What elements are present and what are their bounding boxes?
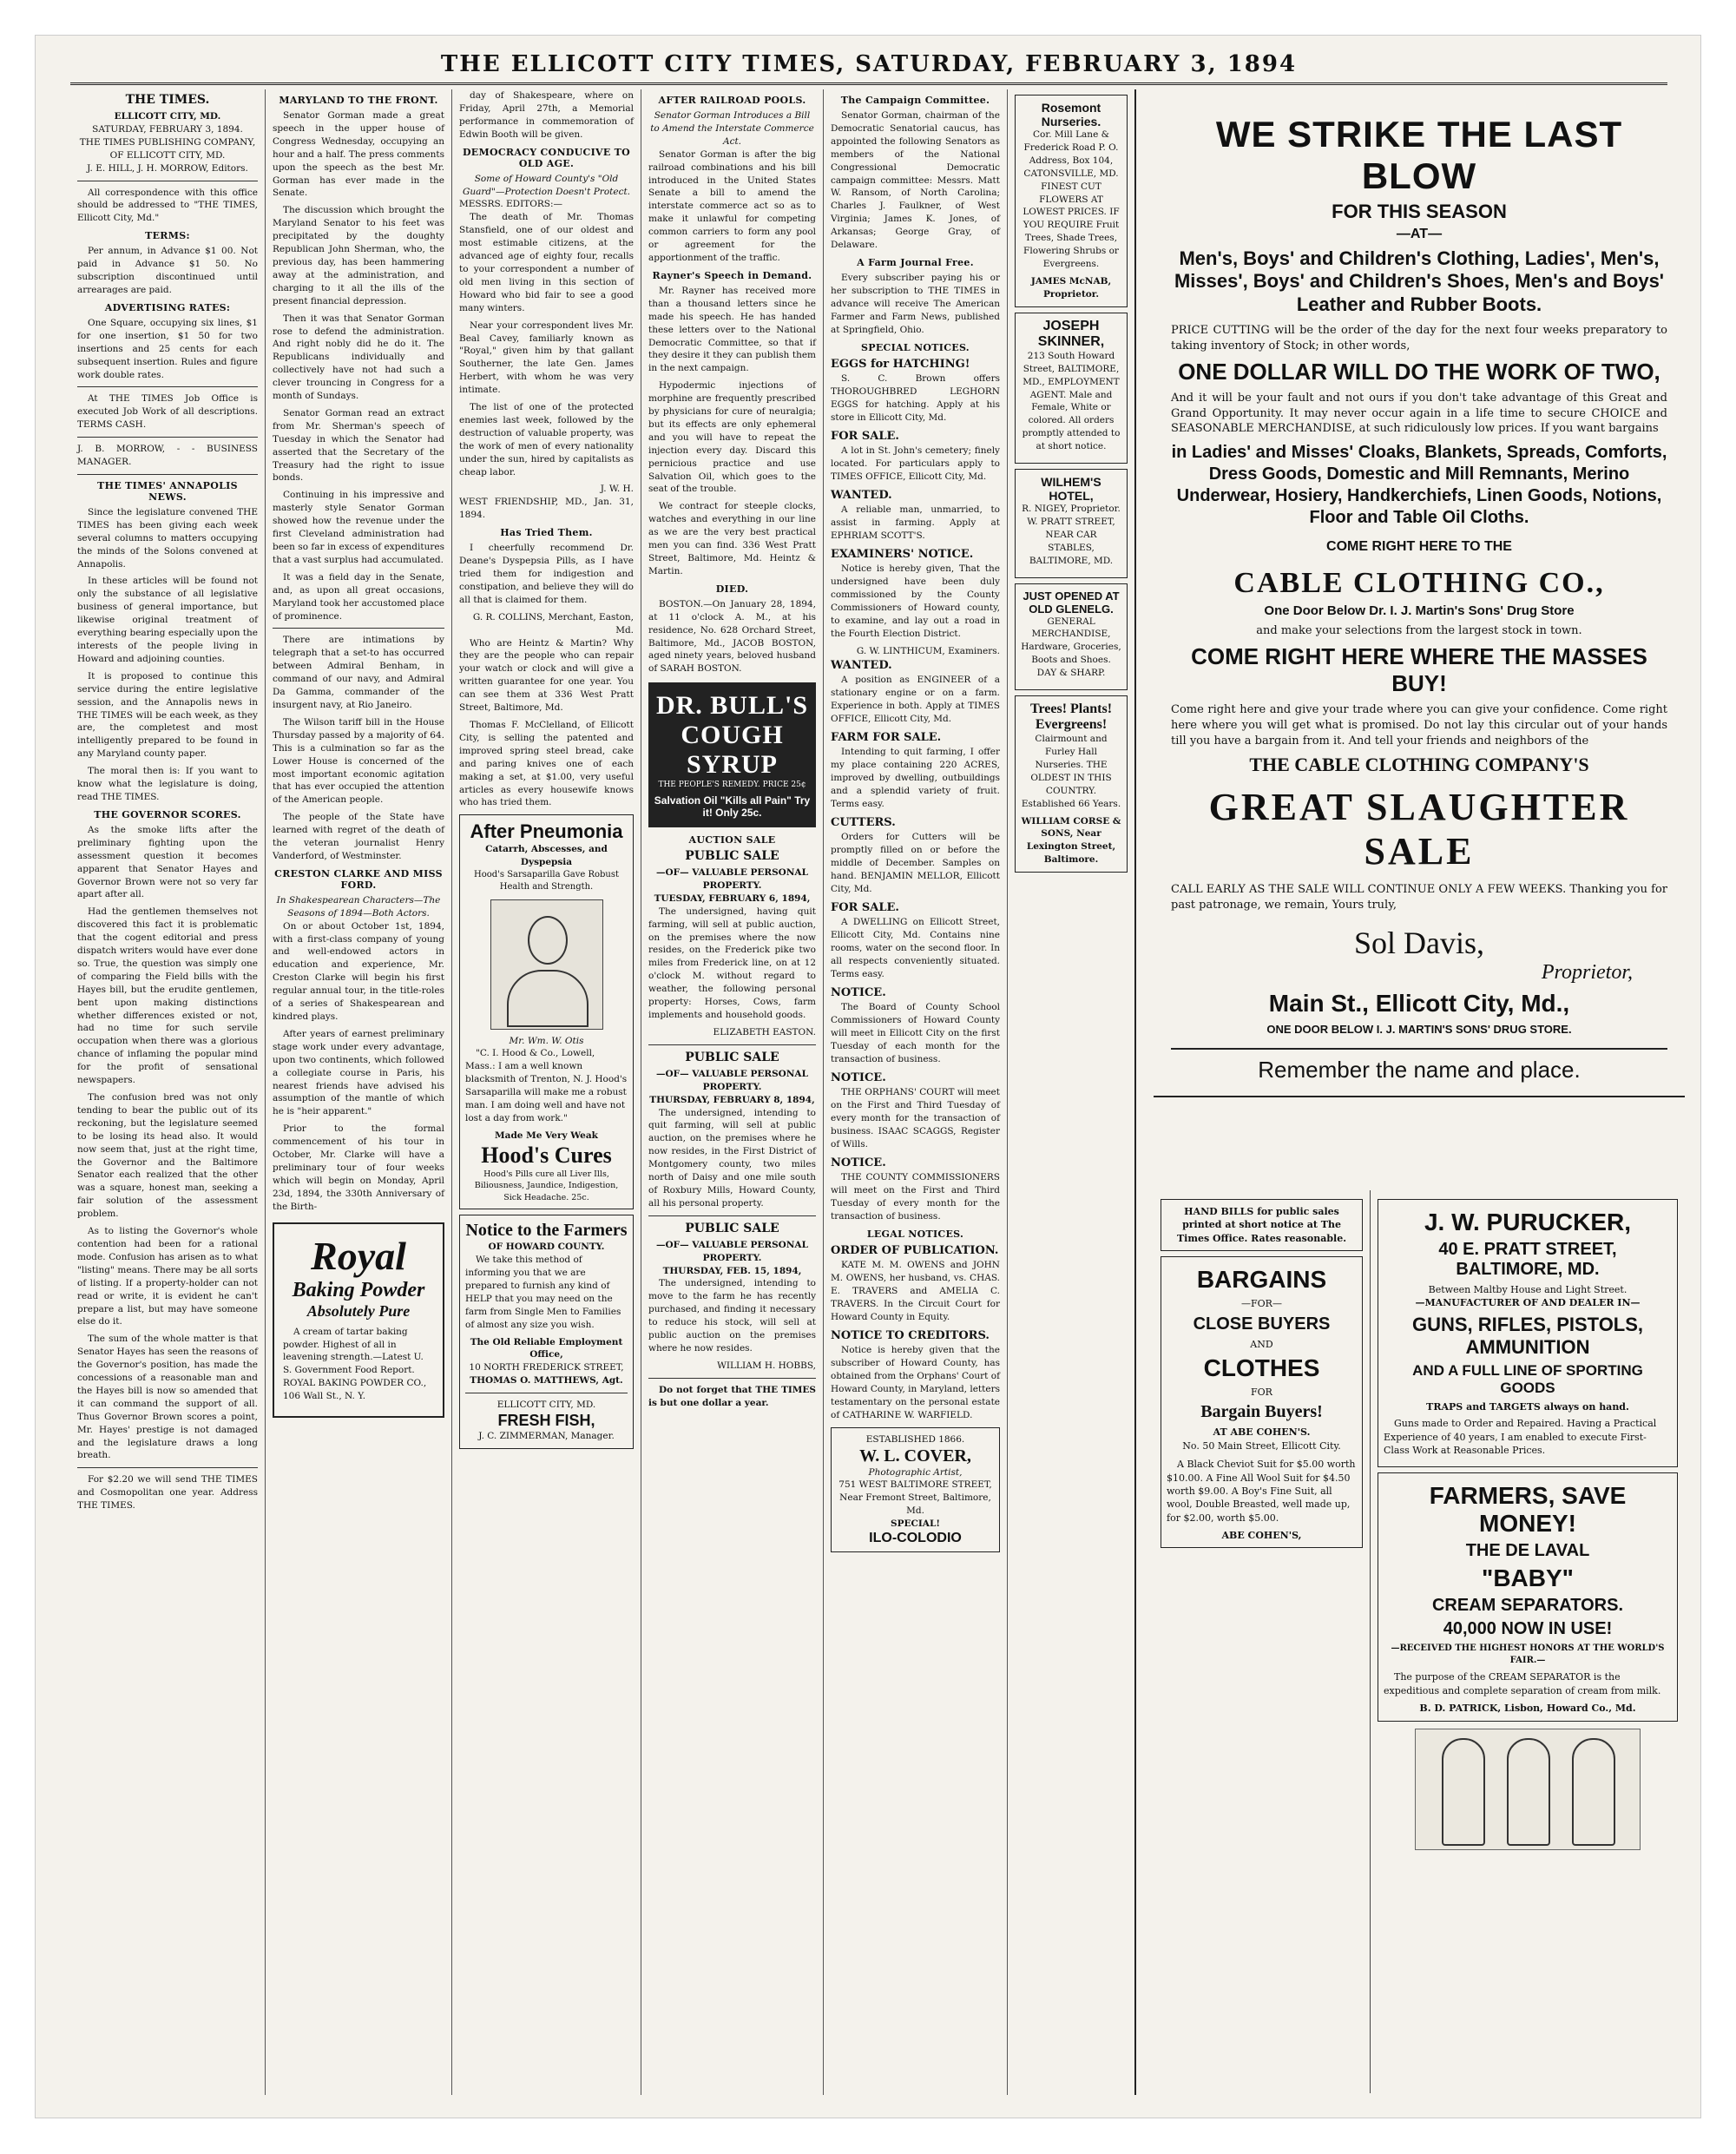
purucker-sporting: AND A FULL LINE OF SPORTING GOODS: [1412, 1361, 1643, 1396]
handbills-ad: [1161, 1199, 1363, 1251]
farmers-notice-ad: [459, 1215, 634, 1449]
subscription-reminder: Do not forget that THE TIMES is but one dollar a year.: [648, 1384, 816, 1408]
sale-signature: ELIZABETH EASTON.: [713, 1026, 816, 1037]
article-paragraph: The Wilson tariff bill in the House Thursday passed by a majority of 64. This is a culmination so far as the Lower House is concerned of the most important economic agitation that has ever occupied the attention of the American people.: [273, 716, 444, 806]
bargains-headline: BARGAINS: [1196, 1266, 1327, 1294]
correspondence-notice: All correspondence with this office should be addressed to "THE TIMES, Ellicott City, Md.": [77, 187, 258, 224]
ad-text: Cor. Mill Lane & Frederick Road P. O. Address, Box 104, CATONSVILLE, MD. FINEST CUT FLOWERS AT LOWEST PRICES. IF YOU REQUIRE Fruit Trees, Shade Trees, Flowering Shrubs or Evergreens.: [1023, 129, 1120, 270]
sale-heading: PUBLIC SALE: [685, 1221, 779, 1235]
notice-heading: WANTED.: [831, 488, 892, 502]
ad-subheadline: Catarrh, Abscesses, and Dyspepsia: [485, 844, 608, 868]
notice-heading: NOTICE.: [831, 1070, 886, 1084]
column-2: [266, 89, 452, 2095]
notice-text: A reliable man, unmarried, to assist in farming. Apply at EPHRIAM SCOTT'S.: [831, 504, 1000, 542]
masthead: THE ELLICOTT CITY TIMES, SATURDAY, FEBRUARY 3, 1894: [70, 51, 1667, 85]
notice-text: Intending to quit farming, I offer my place containing 220 ACRES, improved by dwelling, outbuildings and a splendid variety of fruit. Terms easy.: [831, 747, 1000, 809]
ad-text: CALL EARLY AS THE SALE WILL CONTINUE ONLY A FEW WEEKS. Thanking you for past patronage, we remain, Yours truly,: [1171, 883, 1667, 912]
column-3: [452, 89, 641, 2095]
ad-dollar-line: ONE DOLLAR WILL DO THE WORK OF TWO,: [1178, 359, 1660, 385]
divider: [77, 1467, 258, 1468]
terms-text: Per annum, in Advance $1 00. Not paid in Advance $1 50. No subscription discontinued until arrearages are paid.: [77, 246, 258, 295]
photographer-ad: [831, 1427, 1000, 1552]
farmers-count: 40,000 NOW IN USE!: [1443, 1619, 1613, 1639]
article-paragraph: I cheerfully recommend Dr. Deane's Dyspepsia Pills, as I have tried them for indigestion and constipation, and believe they will do all that is claimed for them.: [459, 543, 634, 605]
notice-text: A position as ENGINEER of a stationary engine or on a farm. Experience in both. Apply at TIMES OFFICE, Ellicott City, Md.: [831, 675, 1000, 724]
ad-address: 751 WEST BALTIMORE STREET, Near Fremont Street, Baltimore, Md.: [838, 1479, 992, 1517]
ad-text: 213 South Howard Street, BALTIMORE, MD., EMPLOYMENT AGENT. Male and Female, White or colored. All orders promptly attended to at short notice.: [1022, 350, 1121, 452]
ad-text: Come right here and give your trade where you can give your confidence. Come right here where you will get what is promised. Do not lay this circular out of your hands till you have a bargain from it. And tell your friends and neighbors of the: [1171, 703, 1667, 748]
royal-baking-powder-ad: [273, 1222, 444, 1418]
ad-headline: After Pneumonia: [470, 820, 623, 843]
sale-text: The undersigned, intending to quit farming, will sell at public auction, on the premises where he now resides, in the First District of Montgomery county, two miles north of Daisy and one mile south of Roxbury Mills, Howard County, all his personal property.: [648, 1107, 816, 1209]
notice-heading: WANTED.: [831, 658, 892, 672]
ad-remember: Remember the name and place.: [1171, 1048, 1667, 1084]
notice-heading: NOTICE TO CREDITORS.: [831, 1328, 990, 1342]
office-agent: THOMAS O. MATTHEWS, Agt.: [470, 1375, 623, 1387]
article-paragraph: Senator Gorman, chairman of the Democratic Senatorial caucus, has appointed the following Senators as members of the National Congressional Democratic campaign committee: Messrs. Matt W. Ransom, of North Carolina; Charles J. Faulkner, of West Virginia; James K. Jones, of Arkansas; George Gray, of Delaware.: [831, 110, 1000, 251]
ad-text: R. NIGEY, Proprietor. W. PRATT STREET, NEAR CAR STABLES, BALTIMORE, MD.: [1022, 504, 1121, 566]
portrait-illustration: [490, 899, 603, 1030]
ad-categories: Men's, Boys' and Children's Clothing, Ladies', Men's, Misses', Boys' and Children's Shoes, Men's and Boys' Leather and Rubber Boots.: [1174, 247, 1665, 315]
sale-date: TUESDAY, FEBRUARY 6, 1894,: [654, 893, 811, 904]
royal-logo: Royal: [311, 1233, 406, 1278]
ad-text: Clairmount and Furley Hall Nurseries. THE OLDEST IN THIS COUNTRY. Established 66 Years.: [1021, 734, 1121, 809]
notice-heading: EGGS for HATCHING!: [831, 357, 970, 371]
article-paragraph: The confusion bred was not only tending to bear the public out of its reckoning, but the legislature seemed to be losing its head also. It would now seem that, just at the right time, the Governor and the Baltimore Senator each realized that the other was a square, honest man, seeking a fair solution of the assessment problem.: [77, 1092, 258, 1220]
ad-wares: in Ladies' and Misses' Cloaks, Blankets, Spreads, Comforts, Dress Goods, Domestic and Mill Remnants, Merino Underwear, Hosiery, Handkerchiefs, Linen Goods, Notions, Floor and Table Oil Cloths.: [1171, 442, 1667, 527]
farmers-award: —RECEIVED THE HIGHEST HONORS AT THE WORLD'S FAIR.—: [1391, 1643, 1665, 1666]
ad-subheadline-2: Hood's Sarsaparilla Gave Robust Health and Strength.: [473, 870, 620, 893]
article-paragraph: The sum of the whole matter is that Senator Hayes has seen the reasons of the Governor's position, has made the concessions of a reasonable man and the Hayes bill is now so amended that it can command the support of all. Thus Governor Brown scores a point, Mr. Hayes' prestige is not damaged and the legislature draws a long breath.: [77, 1334, 258, 1461]
notice-text: Orders for Cutters will be promptly filled on or before the middle of December. Samples on hand. BENJAMIN MELLOR, Ellicott City, Md.: [831, 832, 1000, 894]
purucker-traps: TRAPS and TARGETS always on hand.: [1426, 1400, 1629, 1413]
column-5: [824, 89, 1008, 2095]
ad-company: THE CABLE CLOTHING COMPANY'S: [1249, 754, 1589, 776]
office-name: The Old Reliable Employment Office,: [470, 1336, 623, 1360]
notice-text: Notice is hereby given, That the undersigned have been duly commissioned by the County Commissioners of Howard county, to examine, and lay out a road in the Fourth Election District.: [831, 563, 1000, 639]
notice-heading: FOR SALE.: [831, 429, 899, 443]
notice-signature: G. W. LINTHICUM, Examiners.: [856, 645, 1000, 656]
farmers-subheadline: THE DE LAVAL: [1465, 1541, 1590, 1561]
article-paragraph: Mr. Rayner has received more than a thousand letters since he made his speech. He has handed these letters over to the National Democratic Committee, so that if they desire it they can publish them in the next campaign.: [648, 285, 816, 374]
ad-product: ILO-COLODIO: [869, 1531, 962, 1546]
article-paragraph: Thomas F. McClelland, of Ellicott City, is selling the patented and improved spring steel bread, cake and paring knives one of each making a set, at $1.00, very useful articles as every housewife knows who has tried them.: [459, 719, 634, 808]
obituary: BOSTON.—On January 28, 1894, at 11 o'clock A. M., at his residence, No. 628 Orchard Street, Baltimore, Md., JACOB BOSTON, aged ninety years, beloved husband of SARAH BOSTON.: [648, 598, 816, 675]
notice-heading: ORDER OF PUBLICATION.: [831, 1243, 999, 1257]
article-heading: CRESTON CLARKE AND MISS FORD.: [274, 867, 443, 891]
article-subheading: Senator Gorman Introduces a Bill to Amend the Interstate Commerce Act.: [650, 110, 814, 147]
advertising-heading: ADVERTISING RATES:: [104, 301, 231, 313]
sale-text: The undersigned, intending to move to the farm he has recently purchased, and finding it necessary to reduce his stock, will sell at public auction on the premises where he now resides.: [648, 1278, 816, 1354]
publisher: THE TIMES PUBLISHING COMPANY, OF ELLICOTT CITY, MD.: [79, 136, 256, 161]
notice-subheadline: OF HOWARD COUNTY.: [488, 1242, 605, 1253]
advertisement-area: [1154, 89, 1685, 2095]
article-paragraph: Since the legislature convened THE TIMES has been giving each week several columns to matters occupying the minds of the Solons convened at Annapolis.: [77, 506, 258, 570]
wilhems-hotel-ad: [1015, 469, 1128, 578]
divider: [77, 386, 258, 387]
ad-text: "C. I. Hood & Co., Lowell, Mass.: I am a well known blacksmith of Trenton, N. J. Hood's Sarsaparilla will make me a robust man. I am doing well and have not lost a day from work.": [465, 1048, 628, 1123]
article-paragraph: We contract for steeple clocks, watches and everything in our line as we are the very best practical men you can find. 336 West Pratt Street, Baltimore, Md. Heintz & Martin.: [648, 501, 816, 576]
sale-date: THURSDAY, FEB. 15, 1894,: [662, 1265, 802, 1276]
bargains-clothes: CLOTHES: [1203, 1354, 1320, 1381]
article-paragraph: The discussion which brought the Maryland Senator to his feet was precipitated by the doughty Republican John Sherman, who, the previous day, has been hammering away at the administration, and charging to it all the ills of the present financial depression.: [273, 205, 444, 306]
paper-name: THE TIMES.: [125, 93, 210, 107]
notice-heading: FOR SALE.: [831, 900, 899, 914]
ad-come-here: COME RIGHT HERE TO THE: [1326, 538, 1512, 554]
article-heading: DEMOCRACY CONDUCIVE TO OLD AGE.: [462, 146, 631, 169]
bargains-store: AT ABE COHEN'S.: [1213, 1426, 1311, 1439]
ad-store-location: One Door Below Dr. I. J. Martin's Sons' Drug Store: [1264, 603, 1575, 618]
legal-notices-heading: LEGAL NOTICES.: [866, 1228, 964, 1240]
purucker-location: Between Maltby House and Light Street.: [1428, 1284, 1628, 1295]
figure-3: [1572, 1738, 1615, 1846]
divider: [648, 1378, 816, 1379]
notice-text: Notice is hereby given that the subscriber of Howard County, has obtained from the Orphans' Court of Howard County, in Maryland, letters testamentary on the personal estate of CATHARINE W. WARFIELD.: [831, 1345, 1000, 1420]
notice-heading: NOTICE.: [831, 985, 886, 999]
notice-text: A DWELLING on Ellicott Street, Ellicott City, Md. Contains nine rooms, water on the second floor. In all respects conveniently situated. Terms easy.: [831, 917, 1000, 979]
letter-dateline: WEST FRIENDSHIP, MD., Jan. 31, 1894.: [459, 497, 634, 521]
article-paragraph: As the smoke lifts after the preliminary fighting upon the assessment question it becomes apparent that Senator Hayes and Governor Brown were not so very far apart after all.: [77, 824, 258, 900]
divider: [648, 1044, 816, 1045]
ad-title: WILHEM'S HOTEL,: [1041, 475, 1101, 504]
lower-right-ads: [1371, 1190, 1685, 2093]
article-paragraph: Had the gentlemen themselves not discovered this fact it is problematic that the cogent editorial and press dispatch writers would have ever done so. True, the question was simply one of comparing the Field bills with the Hayes bill, but the erudite gentlemen, bent upon making distinctions whether differences existed or not, had no time for such servile occupation when there was a glorious chance of inflaming the popular mind for the profit of sensational newspapers.: [77, 906, 258, 1086]
bargains-text: A Black Cheviot Suit for $5.00 worth $10.00. A Fine All Wool Suit for $4.50 worth $9.00. A Boy's Fine Suit, all wool, Double Breasted, well made up, for $2.00, worth $5.00.: [1167, 1459, 1356, 1524]
article-paragraph: It is proposed to continue this service during the entire legislative session, and the Annapolis news in THE TIMES will be each week, as they are, the completest and most intelligently prepared to be found in any Maryland county paper.: [77, 670, 258, 760]
auction-heading: AUCTION SALE: [688, 834, 776, 846]
farmers-signature: B. D. PATRICK, Lisbon, Howard Co., Md.: [1419, 1703, 1636, 1715]
cough-syrup-ad: [648, 682, 816, 827]
cable-clothing-ad: [1154, 89, 1685, 1097]
ad-address: Main St., Ellicott City, Md.,: [1268, 990, 1570, 1018]
article-paragraph: Every subscriber paying his or her subscription to THE TIMES in advance will receive The American Farmer and Farm News, published at Springfield, Ohio.: [831, 272, 1000, 335]
purucker-guns: GUNS, RIFLES, PISTOLS, AMMUNITION: [1411, 1313, 1644, 1358]
letter-signature: J. W. H.: [600, 484, 634, 495]
ad-at: —AT—: [1396, 227, 1443, 241]
sale-subheading: —OF— VALUABLE PERSONAL PROPERTY.: [656, 1068, 808, 1092]
ad-title: JOSEPH SKINNER,: [1037, 318, 1105, 349]
cough-product: COUGH SYRUP: [681, 721, 784, 780]
subscription-offer: For $2.20 we will send THE TIMES and Cosmopolitan one year. Address THE TIMES.: [77, 1474, 258, 1512]
article-heading: MARYLAND TO THE FRONT.: [279, 95, 438, 106]
article-heading: AFTER RAILROAD POOLS.: [658, 95, 806, 106]
bargains-ad: [1161, 1256, 1363, 1548]
notice-text: THE COUNTY COMMISSIONERS will meet on the First and Third Tuesday of every month for the transaction of business.: [831, 1172, 1000, 1222]
portrait-caption: Mr. Wm. W. Otis: [509, 1035, 584, 1046]
ad-profession: Photographic Artist,: [868, 1466, 963, 1478]
letter-salutation: MESSRS. EDITORS:—: [459, 199, 562, 210]
office-address: 10 NORTH FREDERICK STREET,: [469, 1362, 624, 1373]
ad-special: SPECIAL!: [891, 1518, 940, 1530]
ad-cures: Hood's Cures: [481, 1142, 612, 1168]
job-office-notice: At THE TIMES Job Office is executed Job Work of all descriptions. TERMS CASH.: [77, 393, 258, 431]
farmers-headline: FARMERS, SAVE MONEY!: [1429, 1482, 1627, 1538]
fish-manager: J. C. ZIMMERMAN, Manager.: [478, 1431, 615, 1442]
sale-heading: PUBLIC SALE: [685, 849, 779, 864]
handbills-text: HAND BILLS for public sales printed at short notice at The Times Office. Rates reasonable.: [1176, 1206, 1347, 1244]
article-paragraph: The list of one of the protected enemies last week, followed by the destruction of valuable property, was the work of men of every nationality under the sun, hired by capitalists as cheap labor.: [459, 402, 634, 478]
notice-text: THE ORPHANS' COURT will meet on the First and Third Tuesday of every month for the transaction of business. ISAAC SCAGGS, Register of Wills.: [831, 1087, 1000, 1149]
ad-masses-line: COME RIGHT HERE WHERE THE MASSES BUY!: [1191, 643, 1647, 697]
salvation-oil: Salvation Oil "Kills all Pain" Try it! Only 25c.: [654, 794, 811, 820]
article-paragraph: The death of Mr. Thomas Stansfield, one of our oldest and most estimable citizens, at the advanced age of eighty four, recalls to your correspondent a number of old men living in this section of Howard who bid fair to see a good many winters.: [459, 212, 634, 313]
issue-date: SATURDAY, FEBRUARY 3, 1894.: [92, 123, 243, 135]
divider: [273, 628, 444, 629]
article-paragraph: After years of earnest preliminary stage work under every advantage, upon two continents, which followed a collegiate course in Paris, his nearest friends have advised his assumption of the mantle of which he is "heir apparent.": [273, 1028, 444, 1117]
purucker-guns-ad: [1378, 1199, 1678, 1467]
article-paragraph: Hypodermic injections of morphine are frequently prescribed by physicians for cure of neuralgia; but its effects are only ephemeral and you will have to repeat the injection every day. Discard this pernicious practice and use Salvation Oil, which goes to the seat of the trouble.: [648, 380, 816, 495]
terms-heading: TERMS:: [145, 230, 190, 242]
article-paragraph: As to listing the Governor's whole contention had been for a rational mode. Confusion has arisen as to what "listing" means. There may be all sorts of listing. If a property-holder can not read or write, it is evident he can't prepare a list, but may have someone else do it.: [77, 1226, 258, 1327]
bargains-signature: ABE COHEN'S,: [1221, 1530, 1302, 1542]
divider: [77, 437, 258, 438]
ad-title: Trees! Plants! Evergreens!: [1029, 702, 1113, 733]
ad-great-sale: GREAT SLAUGHTER SALE: [1208, 786, 1630, 873]
men-in-suits-illustration: [1415, 1729, 1641, 1850]
bargains-address: No. 50 Main Street, Ellicott City.: [1182, 1439, 1341, 1452]
sale-date: THURSDAY, FEBRUARY 8, 1894,: [649, 1094, 815, 1105]
trees-plants-ad: [1015, 695, 1128, 873]
article-paragraph: The people of the State have learned with regret of the death of the veteran journalist Henry Vanderford, of Westminster.: [273, 812, 444, 861]
ad-pills: Hood's Pills cure all Liver Ills, Biliousness, Jaundice, Indigestion, Sick Headache. 25c.: [474, 1169, 619, 1202]
sale-subheading: —OF— VALUABLE PERSONAL PROPERTY.: [656, 1239, 808, 1263]
article-paragraph: Continuing in his impressive and masterly style Senator Gorman showed how the revenue under the first Cleveland administration had been so far in excess of expenditures that a vast surplus had accumulated.: [273, 490, 444, 565]
newspaper-page: [35, 35, 1701, 2118]
hoods-sarsaparilla-ad: [459, 814, 634, 1209]
ad-name: W. L. COVER,: [859, 1446, 971, 1466]
de-laval-separator-ad: [1378, 1472, 1678, 1721]
ad-signature-title: Proprietor,: [1541, 961, 1633, 985]
royal-text: A cream of tartar baking powder. Highest of all in leavening strength.—Latest U. S. Government Food Report. ROYAL BAKING POWDER CO., 106 Wall St., N. Y.: [283, 1326, 427, 1402]
figure-1: [1442, 1738, 1485, 1846]
bargains-for: —FOR—: [1241, 1298, 1282, 1310]
rosemont-nurseries-ad: [1015, 95, 1128, 307]
article-heading: A Farm Journal Free.: [857, 256, 974, 268]
ad-signature: WILLIAM CORSE & SONS, Near Lexington Street, Baltimore.: [1021, 815, 1121, 866]
notice-heading: EXAMINERS' NOTICE.: [831, 547, 974, 561]
ad-store-name: CABLE CLOTHING CO.,: [1233, 566, 1605, 599]
ad-signature: Sol Davis,: [1353, 925, 1484, 961]
sale-signature: WILLIAM H. HOBBS,: [717, 1360, 816, 1371]
article-heading: Has Tried Them.: [500, 527, 593, 539]
bargains-close-buyers: CLOSE BUYERS: [1193, 1314, 1331, 1334]
article-paragraph: Senator Gorman made a great speech in the upper house of Congress Wednesday, occupying an hour and a half. The press comments upon the speech as the best Mr. Gorman has ever made in the Senate.: [273, 110, 444, 199]
lower-left-ads: [1154, 1190, 1371, 2093]
ad-title: Rosemont Nurseries.: [1041, 101, 1101, 128]
divider: [648, 1215, 816, 1216]
farmers-product: CREAM SEPARATORS.: [1431, 1596, 1624, 1616]
divider: [77, 474, 258, 475]
notice-heading: CUTTERS.: [831, 815, 896, 829]
portrait-body: [507, 970, 589, 1027]
farmers-text: The purpose of the CREAM SEPARATOR is the expeditious and complete separation of cream from milk.: [1384, 1671, 1661, 1696]
royal-subtitle: Baking Powder: [292, 1278, 425, 1301]
ad-signature: JAMES McNAB, Proprietor.: [1030, 275, 1112, 300]
notice-text: We take this method of informing you that we are prepared to furnish any kind of HELP that you may need on the farm from Single Men to Families of almost any size you wish.: [465, 1255, 621, 1330]
notice-text: KATE M. M. OWENS and JOHN M. OWENS, her husband, vs. CHAS. E. TRAVERS and AMELIA C. TRAVERS. In the Circuit Court for Howard County in Equity.: [831, 1260, 1000, 1322]
sale-heading: PUBLIC SALE: [685, 1050, 779, 1064]
article-subheading: In Shakespearean Characters—The Seasons of 1894—Both Actors.: [276, 894, 441, 919]
column-1: [70, 89, 266, 2095]
skinner-employment-ad: [1015, 313, 1128, 464]
fish-headline: FRESH FISH,: [497, 1412, 595, 1430]
notice-headline: Notice to the Farmers: [465, 1221, 628, 1241]
notice-text: The Board of County School Commissioners of Howard County will meet in Ellicott City on the first Tuesday of each month for the transaction of business.: [831, 1002, 1000, 1064]
ad-established: ESTABLISHED 1866.: [865, 1433, 965, 1445]
article-paragraph: Who are Heintz & Martin? Why they are the people who can repair your watch or clock and will give a written guarantee for one year. You can see them at 336 West Pratt Street, Baltimore, Md.: [459, 637, 634, 714]
notice-heading: FARM FOR SALE.: [831, 730, 942, 744]
cough-tagline: THE PEOPLE'S REMEDY. PRICE 25¢: [658, 781, 806, 790]
ad-heading: Made Me Very Weak: [495, 1130, 598, 1141]
ad-subheadline: FOR THIS SEASON: [1332, 201, 1507, 222]
ad-headline: WE STRIKE THE LAST BLOW: [1215, 114, 1623, 196]
figure-2: [1507, 1738, 1550, 1846]
sale-text: The undersigned, having quit farming, will sell at public auction, on the premises where the now resides, on the Frederick pike two miles from Frederick line, on at 12 o'clock M. without regard to weather, the following personal property: Horses, Cows, farm implements and household goods.: [648, 906, 816, 1020]
column-4: [641, 89, 824, 2095]
purucker-name: J. W. PURUCKER,: [1424, 1209, 1632, 1235]
bargains-and: AND: [1250, 1338, 1273, 1350]
cough-brand: DR. BULL'S: [655, 691, 809, 721]
notice-text: A lot in St. John's cemetery; finely located. For particulars apply to TIMES OFFICE, Ellicott City, Md.: [831, 445, 1000, 482]
article-paragraph: day of Shakespeare, where on Friday, April 27th, a Memorial performance in commemoration of Edwin Booth will be given.: [459, 90, 634, 140]
column-6: [1008, 89, 1136, 2095]
article-heading: Rayner's Speech in Demand.: [652, 269, 812, 281]
fish-city: ELLICOTT CITY, MD.: [496, 1400, 596, 1411]
glenelg-store-ad: [1015, 583, 1128, 691]
portrait-head: [528, 916, 568, 965]
article-paragraph: It was a field day in the Senate, and, as upon all great occasions, Maryland took her accustomed place of prominence.: [273, 571, 444, 622]
article-paragraph: In these articles will be found not only the substance of all legislative business of general importance, but likewise original treatment of everything bearing especially upon the interests of the people living in Howard and adjoining counties.: [77, 576, 258, 664]
article-paragraph: Then it was that Senator Gorman rose to defend the administration. And right nobly did he do it. The Republicans individually and collectively have not had such a clever trouncing in Congress for a month of Sundays.: [273, 313, 444, 402]
article-heading: THE GOVERNOR SCORES.: [94, 808, 241, 820]
notice-heading: NOTICE.: [831, 1156, 886, 1169]
sale-subheading: —OF— VALUABLE PERSONAL PROPERTY.: [656, 867, 808, 891]
article-paragraph: Senator Gorman read an extract from Mr. Sherman's speech of Tuesday in which the Senator had asserted that the Secretary of the Treasury had the right to issue bonds.: [273, 407, 444, 484]
article-subheading: Some of Howard County's "Old Guard"—Protection Doesn't Protect.: [462, 173, 631, 197]
ad-text: And it will be your fault and not ours if you don't take advantage of this Great and Grand Opportunity. It may never occur again in a life time to secure CHOICE and SEASONABLE MERCHANDISE, at such ridiculously low prices. If you want bargains: [1171, 392, 1667, 436]
article-heading: THE TIMES' ANNAPOLIS NEWS.: [97, 479, 238, 503]
article-heading: The Campaign Committee.: [840, 95, 990, 106]
dateline: ELLICOTT CITY, MD.: [114, 111, 221, 122]
royal-tagline: Absolutely Pure: [306, 1301, 411, 1320]
notice-text: S. C. Brown offers THOROUGHBRED LEGHORN EGGS for hatching. Apply at his store in Ellicott City, Md.: [831, 372, 1000, 423]
article-paragraph: On or about October 1st, 1894, with a first-class company of young and well-endowed actors in education and experience, Mr. Creston Clarke will begin his first regular annual tour, in the title-roles of a series of Shakespearean and kindred plays.: [273, 920, 444, 1022]
article-paragraph: Senator Gorman is after the big railroad combinations and his bill introduced in the United States Senate a bill to amend the interstate commerce act so as to make it unlawful for competing common carriers to form any pool or agreement for the apportionment of the traffic.: [648, 148, 816, 263]
ad-text: GENERAL MERCHANDISE, Hardware, Groceries, Boots and Shoes. DAY & SHARP.: [1021, 616, 1121, 679]
article-paragraph: The moral then is: If you want to know what the legislature is doing, read THE TIMES.: [77, 766, 258, 802]
ad-address-2: ONE DOOR BELOW I. J. MARTIN'S SONS' DRUG STORE.: [1266, 1023, 1572, 1037]
died-heading: DIED.: [715, 583, 749, 595]
article-paragraph: Prior to the formal commencement of his tour in October, Mr. Clarke will have a preliminary tour of four weeks which will begin on Monday, April 23d, 1894, the 330th Anniversary of the Birth-: [273, 1123, 444, 1212]
purucker-manufacturer: —MANUFACTURER OF AND DEALER IN—: [1415, 1297, 1641, 1309]
lower-ads: [1154, 1190, 1685, 2093]
business-manager: J. B. MORROW, - - BUSINESS MANAGER.: [77, 444, 258, 468]
purucker-text: Guns made to Order and Repaired. Having a Practical Experience of 40 years, I am enabled to execute First-Class Work at Reasonable Prices.: [1384, 1418, 1657, 1456]
editors: J. E. HILL, J. H. MORROW, Editors.: [87, 162, 248, 174]
purucker-address: 40 E. PRATT STREET, BALTIMORE, MD.: [1438, 1240, 1617, 1279]
article-paragraph: Near your correspondent lives Mr. Beal Cavey, familiarly known as "Royal," given him by that gallant Southerner, the late Gen. James Herbert, with whom he was very intimate.: [459, 319, 634, 396]
special-notices-heading: SPECIAL NOTICES.: [861, 341, 970, 353]
ad-text: PRICE CUTTING will be the order of the day for the next four weeks preparatory to taking inventory of Stock; in other words,: [1171, 324, 1667, 352]
ad-title: JUST OPENED AT OLD GLENELG.: [1023, 589, 1120, 616]
farmers-baby: "BABY": [1482, 1564, 1574, 1592]
article-paragraph: There are intimations by telegraph that a set-to has occurred between Admiral Benham, in command of our navy, and Admiral Da Gamma, commander of the insurgent navy, at Rio Janeiro.: [273, 635, 444, 710]
testimonial-signature: G. R. COLLINS, Merchant, Easton, Md.: [472, 611, 634, 636]
advertising-text: One Square, occupying six lines, $1 for one insertion, $1 50 for two insertions and 25 cents for each subsequent insertion. Rules and figure work double rates.: [77, 317, 258, 380]
bargains-buyers: Bargain Buyers!: [1200, 1402, 1323, 1422]
bargains-for-2: FOR: [1251, 1386, 1272, 1398]
ad-text: and make your selections from the largest stock in town.: [1256, 623, 1582, 637]
